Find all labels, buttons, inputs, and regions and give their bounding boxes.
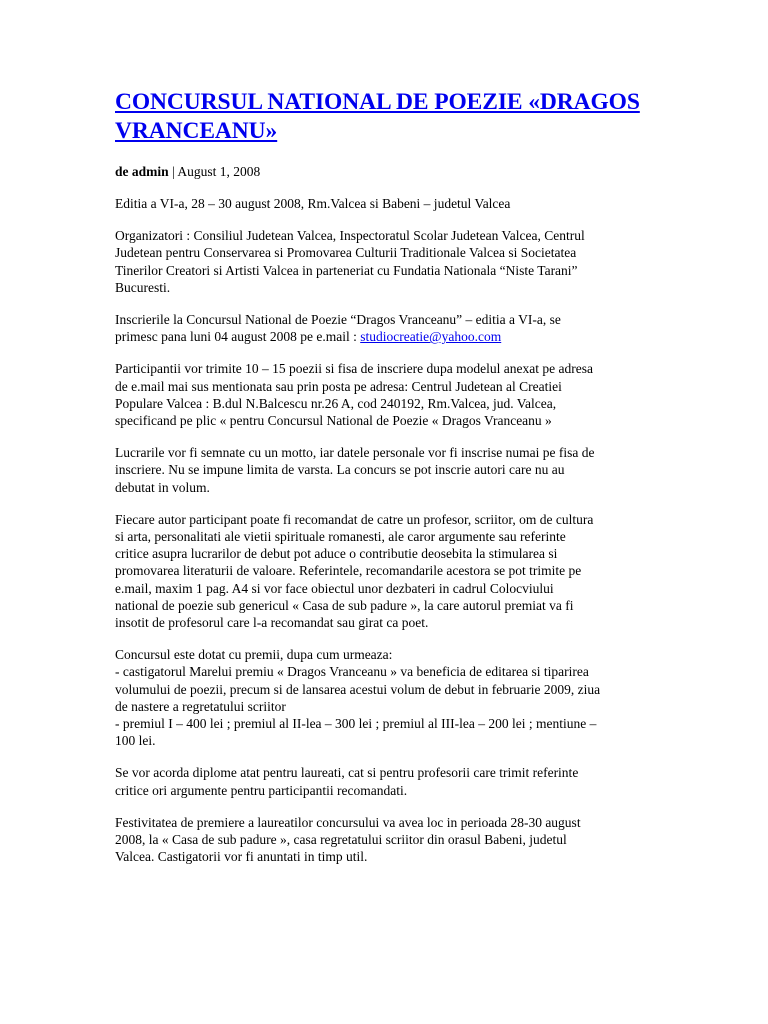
paragraph-line: insotit de profesorul care l-a recomandat sau girat ca poet. xyxy=(115,615,429,631)
email-link[interactable]: studiocreatie@yahoo.com xyxy=(360,329,502,345)
paragraph-line: de e.mail mai sus mentionata sau prin posta pe adresa: Centrul Judetean al Creatiei xyxy=(115,378,562,394)
paragraph-line: Organizatori : Consiliul Judetean Valcea, Inspectoratul Scolar Judetean Valcea, Centrul xyxy=(115,228,585,244)
registration-paragraph xyxy=(115,311,660,345)
paragraph-line: Festivitatea de premiere a laureatilor concursului va avea loc in perioada 28-30 august xyxy=(115,814,581,830)
prizes-paragraph xyxy=(115,646,660,749)
title-line[interactable]: VRANCEANU» xyxy=(115,118,278,144)
paragraph-line: promovarea literaturii de valoare. Referintele, recomandarile acestora se pot trimite pe xyxy=(115,563,582,579)
paragraph-line: Tinerilor Creatori si Artisti Valcea in parteneriat cu Fundatia Nationala “Niste Tarani” xyxy=(115,262,578,278)
paragraph-line: - castigatorul Marelui premiu « Dragos Vranceanu » va beneficia de editarea si tiparirea xyxy=(115,664,589,680)
ceremony-paragraph xyxy=(115,814,660,866)
paragraph-line: Editia a VI-a, 28 – 30 august 2008, Rm.Valcea si Babeni – judetul Valcea xyxy=(115,196,511,211)
paragraph-line: 100 lei. xyxy=(115,733,156,749)
paragraph-line: critice ori argumente pentru participantii recomandati. xyxy=(115,782,408,798)
edition-paragraph xyxy=(115,195,660,212)
paragraph-line: Populare Valcea : B.dul N.Balcescu nr.26 A, cod 240192, Rm.Valcea, jud. Valcea, xyxy=(115,395,557,411)
paragraph-line: Judetean pentru Conservarea si Promovarea Culturii Traditionale Valcea si Societatea xyxy=(115,245,577,261)
byline-separator: | xyxy=(168,164,178,179)
submission-paragraph xyxy=(115,360,660,429)
paragraph-line: Valcea. Castigatorii vor fi anuntati in timp util. xyxy=(115,849,368,865)
byline-author: de admin xyxy=(115,164,169,179)
paragraph-line xyxy=(115,328,660,345)
paragraph-line: Se vor acorda diplome atat pentru laureati, cat si pentru profesorii care trimit referinte xyxy=(115,765,579,781)
byline-date: August 1, 2008 xyxy=(177,164,261,179)
paragraph-line: Lucrarile vor fi semnate cu un motto, iar datele personale vor fi inscrise numai pe fisa de xyxy=(115,445,595,461)
article-title-link[interactable] xyxy=(115,88,660,146)
paragraph-line: Fiecare autor participant poate fi recomandat de catre un profesor, scriitor, om de cultura xyxy=(115,511,594,527)
paragraph-line: critice asupra lucrarilor de debut pot aduce o contributie deosebita la stimularea si xyxy=(115,546,558,562)
byline xyxy=(115,163,660,181)
article xyxy=(115,88,660,866)
paragraph-line: inscriere. Nu se impune limita de varsta. La concurs se pot inscrie autori care nu au xyxy=(115,462,565,478)
paragraph-line: Bucuresti. xyxy=(115,279,171,295)
title-line[interactable]: CONCURSUL NATIONAL DE POEZIE «DRAGOS xyxy=(115,89,640,115)
paragraph-line: de nastere a regretatului scriitor xyxy=(115,698,286,714)
paragraph-line: debutat in volum. xyxy=(115,479,210,495)
paragraph-line: Participantii vor trimite 10 – 15 poezii si fisa de inscriere dupa modelul anexat pe adresa xyxy=(115,361,593,377)
paragraph-line: national de poezie sub genericul « Casa de sub padure », la care autorul premiat va fi xyxy=(115,597,574,613)
paragraph-line: 2008, la « Casa de sub padure », casa regretatului scriitor din orasul Babeni, judetul xyxy=(115,832,567,848)
rules-paragraph xyxy=(115,444,660,496)
paragraph-line: si arta, personalitati ale vietii spirituale romanesti, ale caror argumente sau referinte xyxy=(115,529,566,545)
paragraph-line: - premiul I – 400 lei ; premiul al II-lea – 300 lei ; premiul al III-lea – 200 lei ; mentiune – xyxy=(115,716,597,732)
diplomas-paragraph xyxy=(115,764,660,798)
paragraph-line: Concursul este dotat cu premii, dupa cum urmeaza: xyxy=(115,647,393,663)
paragraph-line: volumului de poezii, precum si de lansarea acestui volum de debut in februarie 2009, ziua xyxy=(115,681,601,697)
organizers-paragraph xyxy=(115,227,660,296)
registration-text: primesc pana luni 04 august 2008 pe e.mail : xyxy=(115,329,361,345)
paragraph-line: specificand pe plic « pentru Concursul National de Poezie « Dragos Vranceanu » xyxy=(115,413,552,429)
paragraph-line: Inscrierile la Concursul National de Poezie “Dragos Vranceanu” – editia a VI-a, se xyxy=(115,312,561,328)
paragraph-line: e.mail, maxim 1 pag. A4 si vor face obiectul unor dezbateri in cadrul Colocviului xyxy=(115,580,554,596)
recommendation-paragraph xyxy=(115,511,660,631)
